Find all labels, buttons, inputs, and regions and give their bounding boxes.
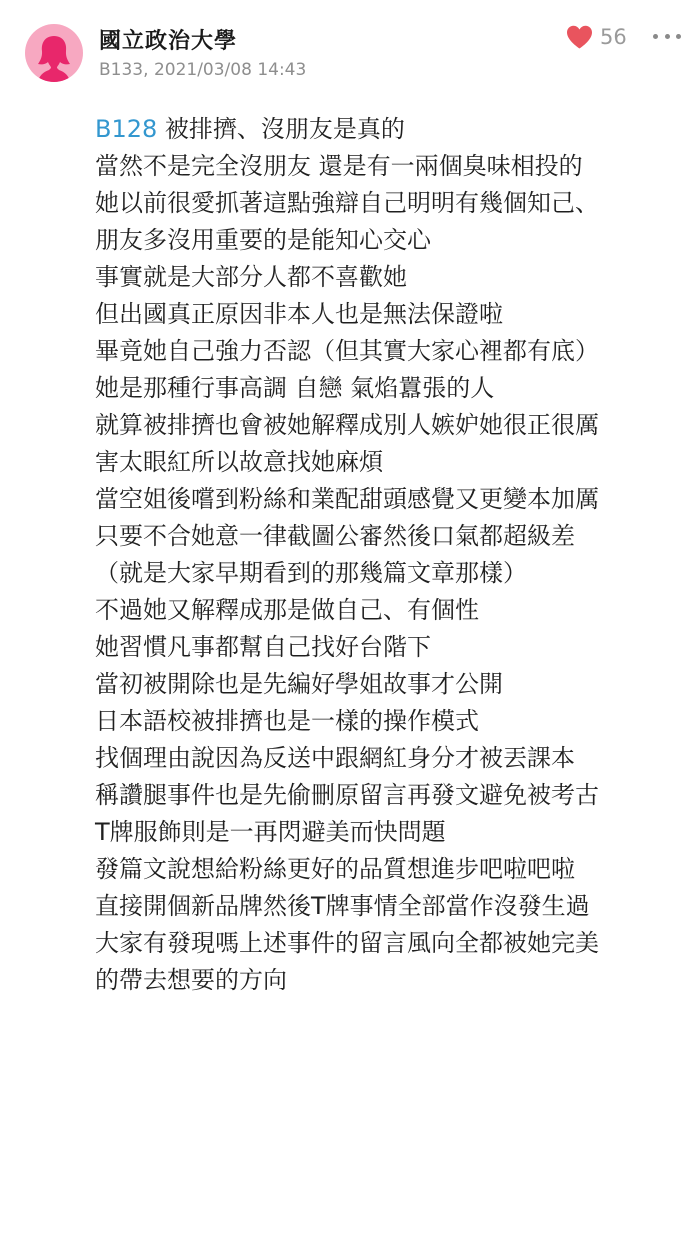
like-count: 56 xyxy=(600,25,627,49)
body-line: 不過她又解釋成那是做自己、有個性 xyxy=(95,596,479,624)
body-line: 日本語校被排擠也是一樣的操作模式 xyxy=(95,707,479,735)
body-line-first xyxy=(95,111,700,148)
more-dot xyxy=(665,34,670,39)
body-line: 當初被開除也是先編好學姐故事才公開 xyxy=(95,670,503,698)
body-line: 找個理由說因為反送中跟網紅身分才被丟課本 xyxy=(95,744,575,772)
post-timestamp: 2021/03/08 14:43 xyxy=(153,60,307,80)
body-line: 直接開個新品牌然後T牌事情全部當作沒發生過 xyxy=(95,892,590,920)
heart-icon[interactable] xyxy=(566,25,593,49)
more-dots-icon[interactable] xyxy=(653,26,681,46)
post-body xyxy=(95,111,700,999)
meta-separator: , xyxy=(143,60,154,80)
body-line: 只要不合她意一律截圖公審然後口氣都超級差 xyxy=(95,522,575,550)
body-line-text: 被排擠、沒朋友是真的 xyxy=(157,115,405,143)
school-name: 國立政治大學 xyxy=(99,29,238,54)
post-header xyxy=(0,0,700,100)
body-line: 事實就是大部分人都不喜歡她 xyxy=(95,263,407,291)
more-dot xyxy=(653,34,658,39)
body-line: 就算被排擠也會被她解釋成別人嫉妒她很正很厲 xyxy=(95,411,599,439)
body-line: 她以前很愛抓著這點強辯自己明明有幾個知己、 xyxy=(95,189,599,217)
body-line: 的帶去想要的方向 xyxy=(95,966,287,994)
like-button[interactable] xyxy=(566,24,627,50)
body-line: 稱讚腿事件也是先偷刪原留言再發文避免被考古 xyxy=(95,781,599,809)
body-line: 但出國真正原因非本人也是無法保證啦 xyxy=(95,300,503,328)
body-line: 害太眼紅所以故意找她麻煩 xyxy=(95,448,383,476)
body-line: 當空姐後嚐到粉絲和業配甜頭感覺又更變本加厲 xyxy=(95,485,599,513)
floor-number: B133 xyxy=(99,60,144,80)
body-line: 畢竟她自己強力否認（但其實大家心裡都有底） xyxy=(95,337,599,365)
post-meta xyxy=(99,60,306,80)
more-dot xyxy=(676,34,681,39)
body-line: 大家有發現嗎上述事件的留言風向全都被她完美 xyxy=(95,929,599,957)
body-line: 她習慣凡事都幫自己找好台階下 xyxy=(95,633,431,661)
body-line: 當然不是完全沒朋友 還是有一兩個臭味相投的 xyxy=(95,152,583,180)
body-line: （就是大家早期看到的那幾篇文章那樣） xyxy=(95,559,527,587)
reply-floor-link[interactable]: B128 xyxy=(95,115,158,143)
female-avatar-icon[interactable] xyxy=(25,24,83,82)
body-line: 她是那種行事高調 自戀 氣焰囂張的人 xyxy=(95,374,495,402)
body-line: 發篇文說想給粉絲更好的品質想進步吧啦吧啦 xyxy=(95,855,575,883)
body-line: 朋友多沒用重要的是能知心交心 xyxy=(95,226,431,254)
body-line: T牌服飾則是一再閃避美而快問題 xyxy=(95,818,446,846)
